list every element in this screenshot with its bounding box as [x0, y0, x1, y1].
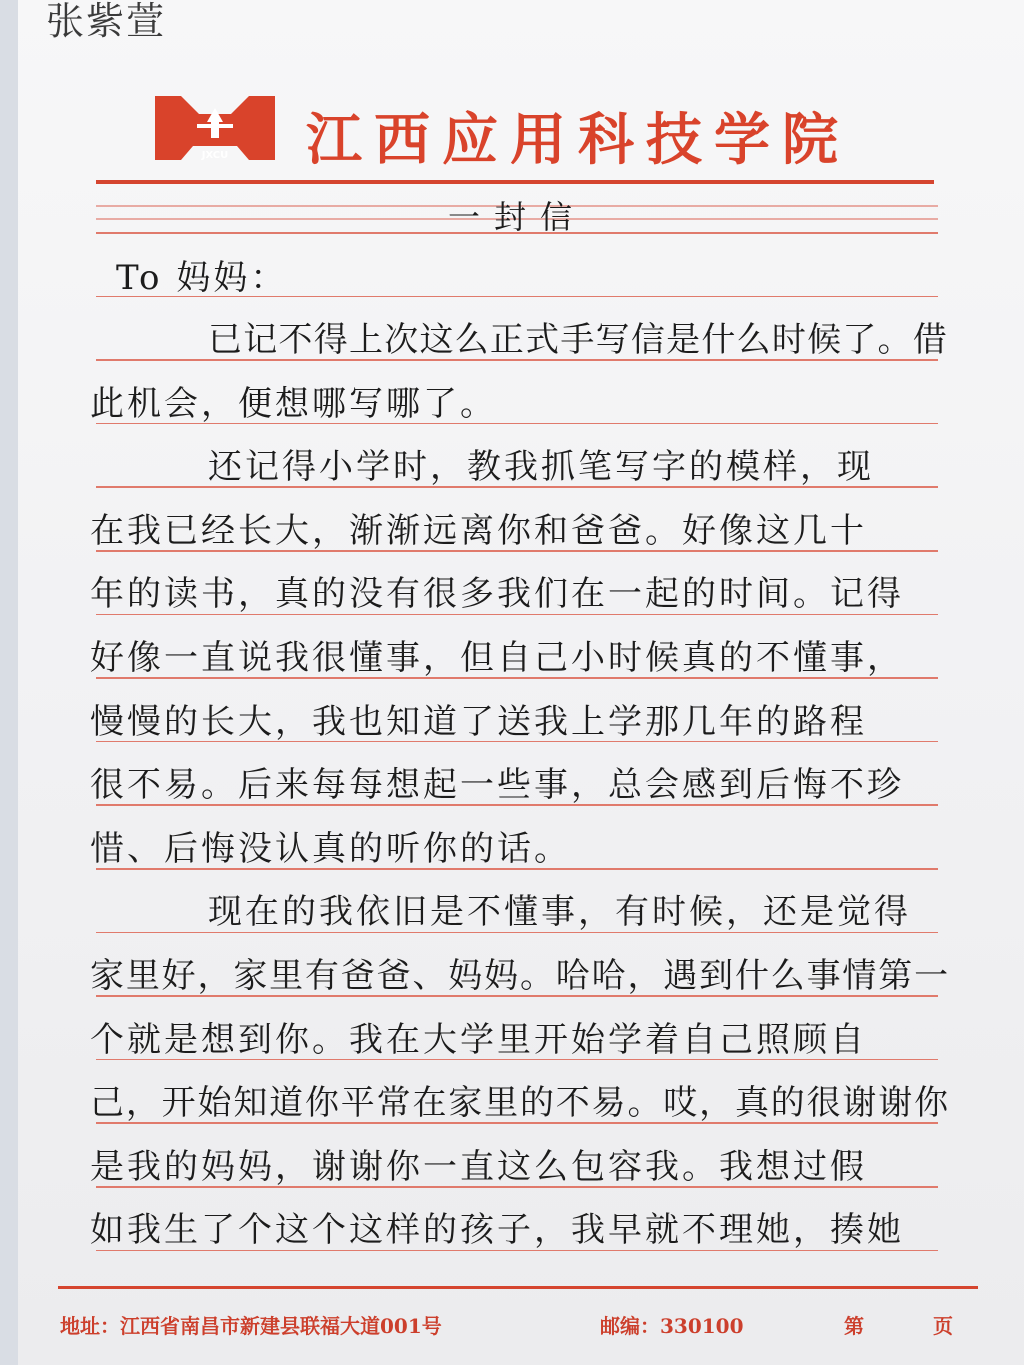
letter-line: 如我生了个这个这样的孩子，我早就不理她，揍她	[90, 1210, 904, 1251]
letter-line: 家里好，家里有爸爸、妈妈。哈哈，遇到什么事情第一	[90, 956, 950, 996]
letter-line: 年的读书，真的没有很多我们在一起的时间。记得	[90, 574, 904, 615]
logo-text: JXCU	[201, 150, 229, 161]
school-name: 江西应用科技学院	[306, 107, 850, 173]
letter-line: 己，开始知道你平常在家里的不易。哎，真的很谢谢你	[90, 1083, 950, 1124]
letter-line: 惜、后悔没认真的听你的话。	[90, 828, 571, 869]
letter-line: 慢慢的长大，我也知道了送我上学那几年的路程	[90, 701, 867, 742]
letter-line: 还记得小学时，教我抓笔写字的模样，现	[208, 447, 874, 488]
author-signature: 张紫萱	[46, 0, 167, 43]
letter-line: 已记不得上次这么正式手写信是什么时候了。借	[208, 320, 949, 360]
letter-line: 在我已经长大，渐渐远离你和爸爸。好像这几十	[90, 510, 867, 551]
footer-divider	[58, 1286, 978, 1289]
school-logo	[153, 92, 277, 164]
footer-page-prefix: 第	[844, 1314, 864, 1338]
footer-page-suffix: 页	[933, 1314, 953, 1338]
letter-line: 现在的我依旧是不懂事，有时候，还是觉得	[208, 892, 911, 933]
header-divider	[96, 180, 934, 184]
letter-line: 很不易。后来每每想起一些事，总会感到后悔不珍	[90, 765, 904, 806]
letter-paper	[18, 0, 1024, 1365]
letter-line: 是我的妈妈，谢谢你一直这么包容我。我想过假	[90, 1146, 867, 1187]
letter-line: 好像一直说我很懂事，但自己小时候真的不懂事，	[90, 638, 904, 678]
letter-title: 一封信	[448, 198, 587, 236]
letter-line: 此机会，便想哪写哪了。	[90, 383, 497, 424]
letter-line: 个就是想到你。我在大学里开始学着自己照顾自	[90, 1019, 867, 1060]
letter-greeting: To 妈妈：	[116, 258, 288, 298]
footer-postcode: 邮编：330100	[600, 1314, 744, 1338]
footer-address: 地址：江西省南昌市新建县联福大道001号	[60, 1314, 442, 1338]
